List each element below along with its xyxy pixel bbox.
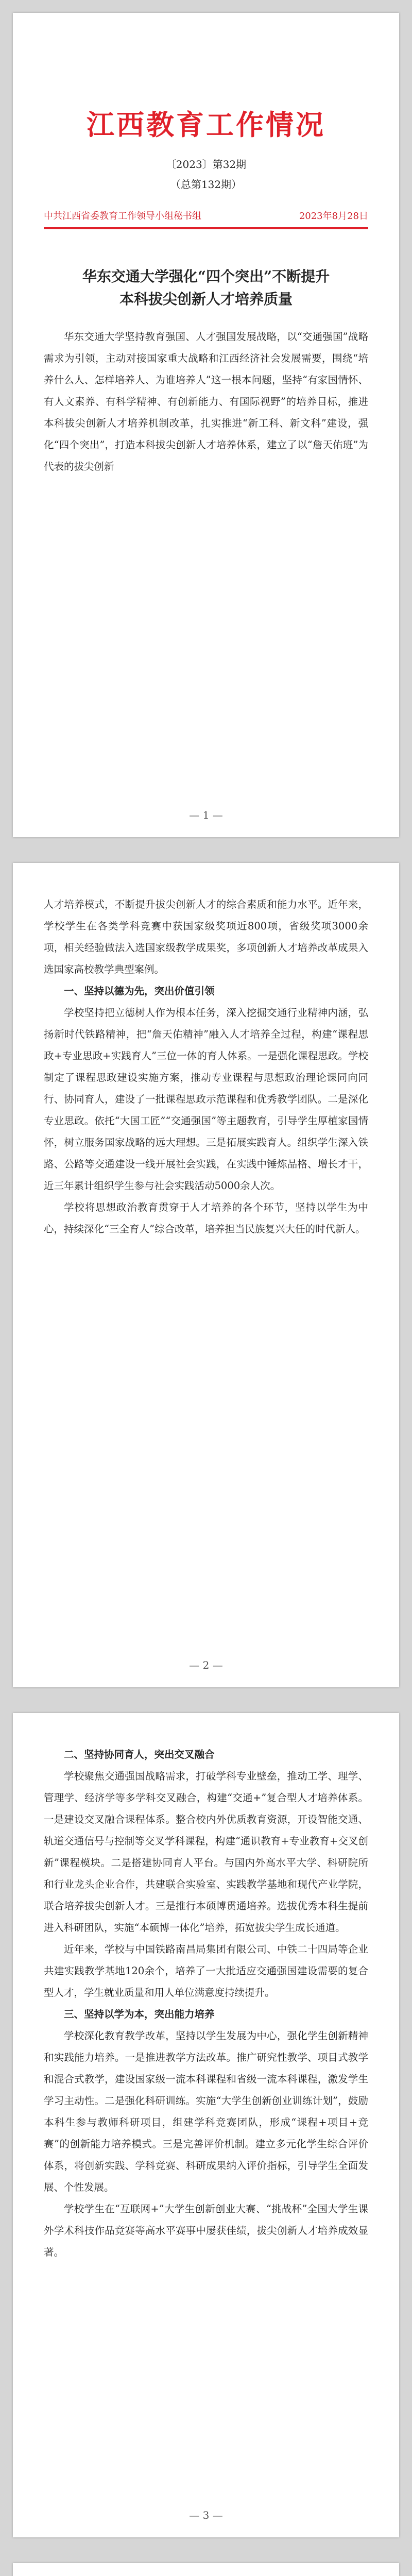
section-1-title: 一、坚持以德为先，突出价值引领 bbox=[64, 985, 215, 997]
total-issue-number: （总第132期） bbox=[170, 178, 242, 191]
page3-body bbox=[44, 1744, 368, 2263]
issue-number: 〔2023〕第32期 bbox=[165, 158, 247, 171]
title-line-2: 本科拔尖创新人才培养质量 bbox=[119, 291, 293, 308]
page-2 bbox=[13, 863, 399, 1687]
page-number: — 1 — bbox=[189, 809, 223, 821]
intro-block bbox=[44, 326, 368, 478]
intro-paragraph-continued: 人才培养模式，不断提升拔尖创新人才的综合素质和能力水平。近年来，学校学生在各类学科竞赛中获国家级奖项近800项，省级奖项3000余项，相关经验做法入选国家级教学成果奖，多项创新人才培养改革成果入选国家高校教学典型案例。 bbox=[44, 899, 368, 975]
issuer-row bbox=[44, 209, 368, 224]
section-3-body: 学校深化教育教学改革，坚持以学生发展为中心，强化学生创新精神和实践能力培养。一是推进教学方法改革。推广研究性教学、项目式教学和混合式教学，建设国家级一流本科课程和省级一流本科课程，激发学生学习主动性。二是强化科研训练。实施“大学生创新创业训练计划”，鼓励本科生参与教师科研项目，组建学科竞赛团队，形成“课程+项目+竞赛”的创新能力培养模式。三是完善评价机制。建立多元化学生综合评价体系，将创新实践、学科竞赛、科研成果纳入评价指标，引导学生全面发展、个性发展。 bbox=[44, 2030, 368, 2193]
masthead-title: 江西教育工作情况 bbox=[87, 108, 325, 141]
issuer-org: 中共江西省委教育工作领导小组秘书组 bbox=[44, 211, 201, 222]
title-line-1: 华东交通大学强化“四个突出”不断提升 bbox=[82, 268, 330, 285]
page-1 bbox=[13, 13, 399, 837]
issue-date: 2023年8月28日 bbox=[299, 211, 368, 222]
page2-body bbox=[44, 894, 368, 1240]
page-3 bbox=[13, 1713, 399, 2537]
section-1-body: 学校坚持把立德树人作为根本任务，深入挖掘交通行业精神内涵，弘扬新时代铁路精神，把“詹天佑精神”融入人才培养全过程，构建“课程思政+专业思政+实践育人”三位一体的育人体系。一是强化课程思政。学校制定了课程思政建设实施方案，推动专业课程与思想政治理论课同向同行、协同育人，建设了一批课程思政示范课程和优秀教学团队。二是深化专业思政。依托“大国工匠”“交通强国”等主题教育，引导学生厚植家国情怀，树立服务国家战略的远大理想。三是拓展实践育人。组织学生深入铁路、公路等交通建设一线开展社会实践，在实践中锤炼品格、增长才干，近三年累计组织学生参与社会实践活动5000余人次。 bbox=[44, 1007, 368, 1192]
section-3-extra: 学校学生在“互联网+”大学生创新创业大赛、“挑战杯”全国大学生课外学术科技作品竞赛等高水平赛事中屡获佳绩，拔尖创新人才培养成效显著。 bbox=[44, 2203, 368, 2258]
section-1-extra: 学校将思想政治教育贯穿于人才培养的各个环节，坚持以学生为中心，持续深化“三全育人”综合改革，培养担当民族复兴大任的时代新人。 bbox=[44, 1201, 368, 1235]
page-4 bbox=[13, 2563, 399, 2576]
page-number: — 2 — bbox=[189, 1659, 223, 1671]
article-title bbox=[13, 265, 399, 311]
red-divider bbox=[44, 227, 368, 229]
page-number: — 3 — bbox=[189, 2509, 223, 2521]
section-2-extra: 近年来，学校与中国铁路南昌局集团有限公司、中铁二十四局等企业共建实践教学基地120余个，培养了一大批适应交通强国建设需要的复合型人才，学生就业质量和用人单位满意度持续提升。 bbox=[44, 1943, 368, 1998]
section-3-title: 三、坚持以学为本，突出能力培养 bbox=[64, 2008, 215, 2020]
section-2-body: 学校聚焦交通强国战略需求，打破学科专业壁垒，推动工学、理学、管理学、经济学等多学科交叉融合，构建“交通+”复合型人才培养体系。一是建设交叉融合课程体系。整合校内外优质教育资源，开设智能交通、轨道交通信号与控制等交叉学科课程，构建“通识教育+专业教育+交叉创新”课程模块。二是搭建协同育人平台。与国内外高水平大学、科研院所和行业龙头企业合作，共建联合实验室、实践教学基地和现代产业学院，联合培养拔尖创新人才。三是推行本硕博贯通培养。选拔优秀本科生提前进入科研团队，实施“本硕博一体化”培养，拓宽拔尖学生成长通道。 bbox=[44, 1770, 368, 1934]
section-2-title: 二、坚持协同育人，突出交叉融合 bbox=[64, 1749, 215, 1760]
intro-paragraph: 华东交通大学坚持教育强国、人才强国发展战略，以“交通强国”战略需求为引领，主动对接国家重大战略和江西经济社会发展需要，围绕“培养什么人、怎样培养人、为谁培养人”这一根本问题，坚持“有家国情怀、有人文素养、有科学精神、有创新能力、有国际视野”的培养目标，推进本科拔尖创新人才培养机制改革，扎实推进“新工科、新文科”建设，强化“四个突出”，打造本科拔尖创新人才培养体系，建立了以“詹天佑班”为代表的拔尖创新 bbox=[44, 331, 368, 472]
